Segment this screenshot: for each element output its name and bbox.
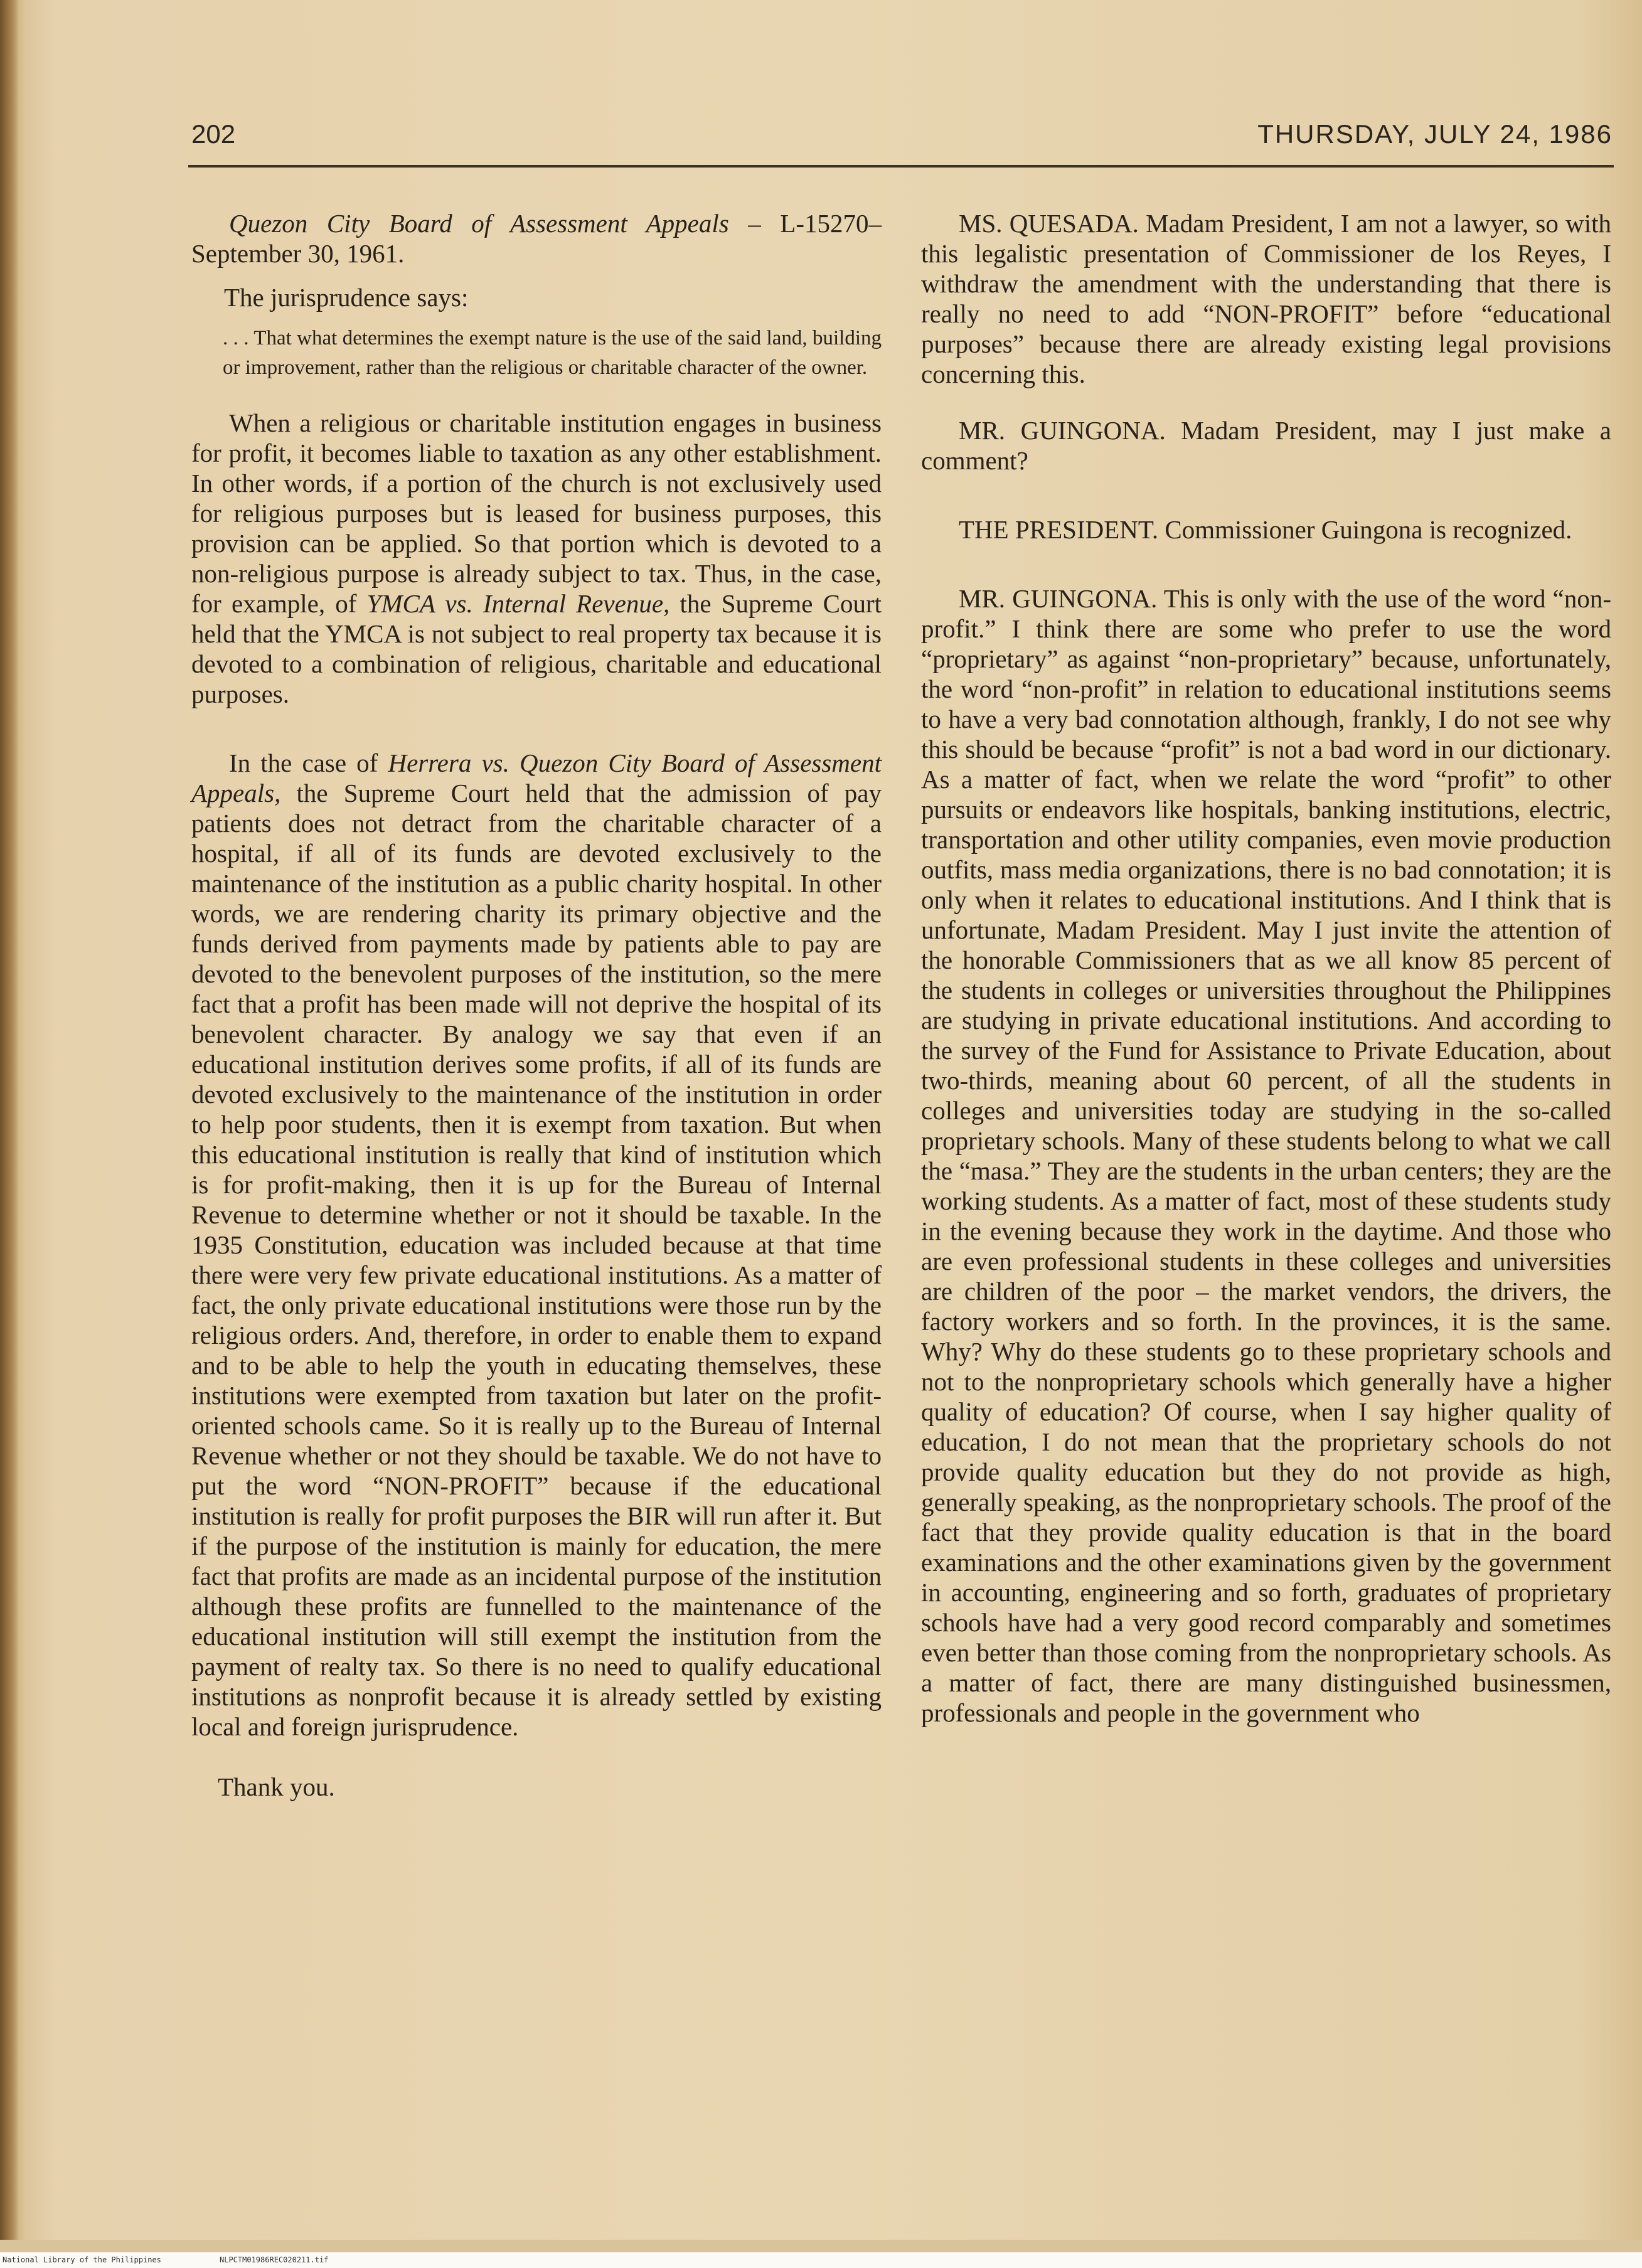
right-column: [921, 208, 1611, 1728]
speech-president: THE PRESIDENT. Commissioner Guingona is recognized.: [959, 515, 1572, 544]
running-header: [191, 119, 1613, 157]
header-rule: [188, 165, 1614, 168]
case-citation: [191, 208, 882, 269]
speech-guingona-request: MR. GUINGONA. Madam President, may I just make a comment?: [921, 416, 1611, 475]
paragraph-herrera-case: In the case of Herrera vs. Quezon City Board of Assessment Appeals, the Supreme Court held that the admission of pay patients does not detract from the charitable character of a hospital, if all of its funds are devoted exclusively to the maintenance of the institution as a public charity hospital. In other words, we are rendering charity its primary objective and the funds derived from payments made by patients able to pay are devoted to the benevolent purposes of the institution, so the mere fact that a profit has been made will not deprive the hospital of its benevolent character. By analogy we say that even if an educational institution derives some profits, if all of its funds are devoted exclusively to the maintenance of the institution in order to help poor students, then it is exempt from taxation. But when this educational institution is really that kind of institution which is for profit-making, then it is up for the Bureau of Internal Revenue to determine whether or not it should be taxable. In the 1935 Constitution, education was included because at that time there were very few private educational institutions. As a matter of fact, the only private educational institutions were those run by the religious orders. And, therefore, in order to enable them to expand and to be able to help the youth in educating themselves, these institutions were exempted from taxation but later on the profit-oriented schools came. So it is really up to the Bureau of Internal Revenue whether or not they should be taxable. We do not have to put the word “NON-PROFIT” because if the educational institution is really for profit purposes the BIR will run after it. But if the purpose of the institution is mainly for education, the mere fact that profits are made as an incidental purpose of the institution although these profits are funnelled to the maintenance of the educational institution will still exempt the institution from the payment of realty tax. So there is no need to qualify educational institutions as nonprofit because it is already settled by existing local and foreign jurisprudence.: [191, 748, 882, 1741]
book-spine-shadow: [0, 0, 19, 2240]
running-date: THURSDAY, JULY 24, 1986: [1257, 119, 1613, 149]
footer-filename: NLPCTM01986REC020211.tif: [220, 2255, 329, 2264]
quote-intro: The jurisprudence says:: [224, 283, 469, 312]
case-name-ymca: YMCA vs. Internal Revenue,: [366, 589, 670, 618]
left-column: [191, 208, 882, 1802]
page-number: 202: [191, 119, 236, 149]
paragraph-taxation: When a religious or charitable institution engages in business for profit, it becomes liable to taxation as any other establishment. In other words, if a portion of the church is not exclusively used for religious purposes but is leased for business purposes, this provision can be applied. So that portion which is devoted to a non-religious purpose is already subject to tax. Thus, in the case, for example, of YMCA vs. Internal Revenue, the Supreme Court held that the YMCA is not subject to real property tax because it is devoted to a combination of religious, charitable and educational purposes.: [191, 408, 882, 708]
closing-thanks: Thank you.: [218, 1772, 335, 1801]
speech-quesada: MS. QUESADA. Madam President, I am not a lawyer, so with this legalistic presentation of Commissioner de los Reyes, I withdraw the amendment with the understanding that there is really no need to add “NON-PROFIT” before “educational purposes” because there are already existing legal provisions concerning this.: [921, 209, 1611, 388]
citation-case-name: Quezon City Board of Assessment Appeals: [229, 209, 729, 238]
jurisprudence-quote: . . . That what determines the exempt nature is the use of the said land, building or improvement, rather than the religious or charitable character of the owner.: [223, 327, 882, 379]
scan-footer: [0, 2252, 1642, 2268]
footer-library: National Library of the Philippines: [3, 2255, 161, 2264]
citation-reference: – L-15270– September 30, 1961.: [191, 209, 882, 268]
case-name-herrera: Herrera vs. Quezon City Board of Assessment Appeals,: [191, 748, 882, 807]
speech-guingona-comment: MR. GUINGONA. This is only with the use of the word “non-profit.” I think there are some who prefer to use the word “proprietary” as against “non-proprietary” because, unfortunately, the word “non-profit” in relation to educational institutions seems to have a very bad connotation although, frankly, I do not see why this should be because “profit” is not a bad word in our dictionary. As a matter of fact, when we relate the word “profit” to other pursuits or endeavors like hospitals, banking institutions, electric, transportation and other utility companies, even movie production outfits, mass media organizations, there is no bad connotation; it is only when it relates to educational institutions. And I think that is unfortunate, Madam President. May I just invite the attention of the honorable Commissioners that as we all know 85 percent of the students in colleges or universities throughout the Philippines are studying in private educational institutions. And according to the survey of the Fund for Assistance to Private Education, about two-thirds, meaning about 60 percent, of all the students in colleges and universities today are studying in the so-called proprietary schools. Many of these students belong to what we call the “masa.” They are the students in the urban centers; they are the working students. As a matter of fact, most of these students study in the evening because they work in the daytime. And those who are even professional students in these colleges and universities are children of the poor – the market vendors, the drivers, the factory workers and so forth. In the provinces, it is the same. Why? Why do these students go to these proprietary schools and not to the nonproprietary schools which generally have a higher quality of education? Of course, when I say higher quality of education, I do not mean that the proprietary schools do not provide quality education but they do not provide as high, generally speaking, as the nonproprietary schools. The proof of the fact that they provide quality education is that in the board examinations and the other examinations given by the government in accounting, engineering and so forth, graduates of proprietary schools have had a very good record comparably and sometimes even better than those coming from the nonproprietary schools. As a matter of fact, there are many distinguished businessmen, professionals and people in the government who: [921, 584, 1611, 1727]
